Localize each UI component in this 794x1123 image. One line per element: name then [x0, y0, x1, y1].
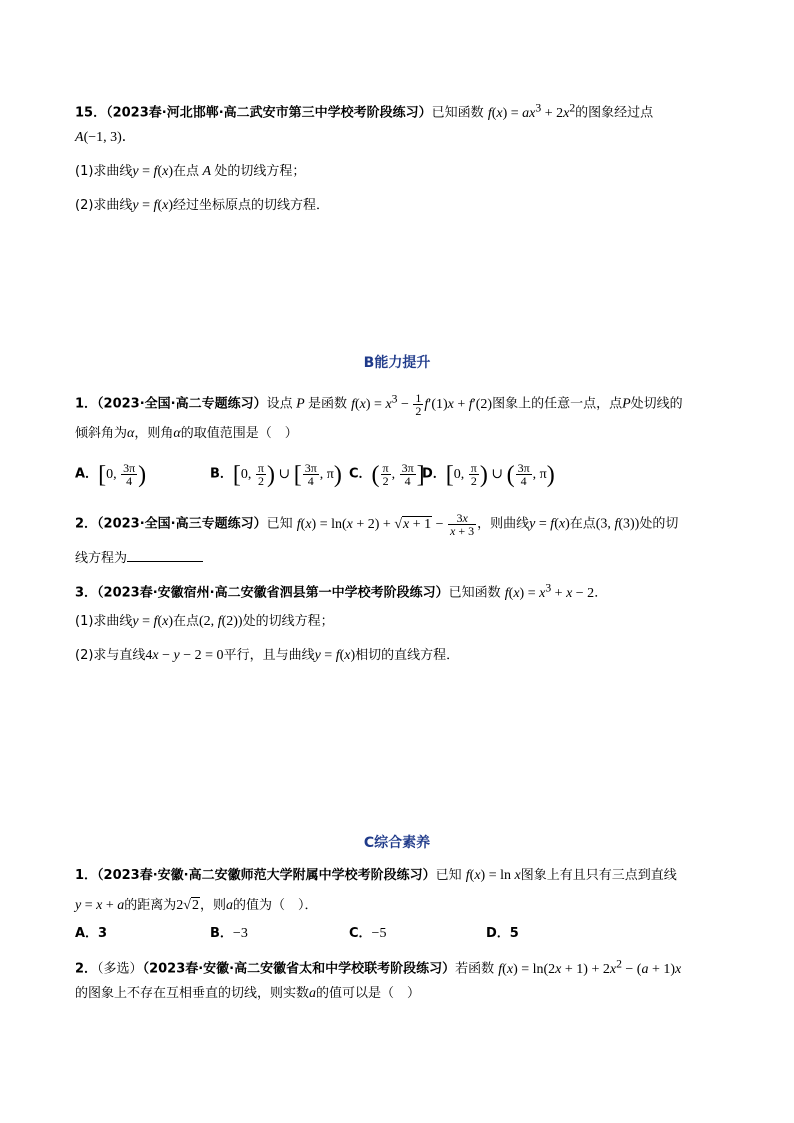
b1-option-b-label: B．	[210, 466, 233, 482]
b1-t3: 图象上的任意一点，点	[492, 396, 623, 412]
c1-option-c-label: C．	[349, 926, 372, 941]
b3-part1-end: 处的切线方程；	[242, 614, 334, 629]
c2-line1	[75, 954, 681, 980]
q15-curve: y = f(x)	[132, 164, 173, 179]
b2-function: f(x) = ln(x + 2) + √x + 1 − $\frac{3x}{x + 3}$	[296, 511, 475, 538]
b1-t4: 处切线的	[630, 396, 683, 412]
b3-part1	[75, 612, 334, 632]
c1-option-c[interactable]	[349, 924, 386, 944]
q15-part1	[75, 162, 305, 182]
section-c-title: C综合素养	[363, 835, 431, 851]
c1-number: 1．	[75, 868, 98, 883]
b1-option-a-value: [0, $\frac{3\pi}{4}$ )	[98, 461, 147, 488]
b3-part2-mid: 平行，且与曲线	[223, 648, 315, 663]
b2-number: 2．	[75, 516, 98, 532]
c2-t1: 若函数	[455, 961, 495, 977]
b1-function: $f(x) = x^3$ − $\frac{1}{2}$ f′(1)x + f′(2)	[351, 390, 493, 418]
b2-source: （2023·全国·高三专题练习）	[97, 516, 267, 532]
c2-line2	[75, 984, 420, 1004]
q15-part1-label: (1)求曲线	[75, 164, 133, 179]
c1-option-b-value: −3	[232, 926, 248, 941]
b3-curve-2: y = f(x)	[314, 648, 356, 663]
b3-source: （2023春·安徽宿州·高二安徽省泗县第一中学校考阶段练习）	[97, 585, 449, 601]
b3-t1: 已知函数	[448, 585, 501, 601]
b3-function: $f(x) = x^3 + x - 2$	[504, 581, 595, 601]
c2-multi: （多选）	[97, 961, 143, 977]
c2-function: $f(x) = \ln(2x + 1) + 2x^2 - (a + 1)x$	[498, 957, 682, 977]
b1-t6: ，则角	[134, 426, 174, 441]
b1-source: （2023·全国·高二专题练习）	[97, 396, 267, 412]
c2-source: （2023春·安徽·高二安徽省太和中学校联考阶段练习）	[142, 961, 456, 977]
q15-part2-end: 经过坐标原点的切线方程．	[173, 198, 330, 213]
b2-point: (3, f(3))	[595, 516, 640, 532]
q15-point-label: A	[199, 164, 215, 179]
q15-part1-mid: 在点	[173, 164, 200, 179]
q15-source: （2023春·河北邯郸·高二武安市第三中学校考阶段练习）	[106, 105, 432, 121]
c1-function: f(x) = ln x	[465, 868, 521, 883]
b1-t2: 是函数	[307, 396, 347, 412]
b1-option-d-label: D．	[422, 466, 446, 482]
b3-part2	[75, 646, 459, 666]
c1-t4: ，则	[199, 898, 226, 913]
c2-t2: 的图象上不存在互相垂直的切线，则实数	[75, 986, 310, 1001]
b1-t7: 的取值范围是（ ）	[180, 426, 298, 441]
c1-line: y = x + a	[75, 898, 125, 913]
c1-t1: 已知	[435, 868, 462, 883]
c1-option-a[interactable]: A．3	[75, 926, 108, 941]
b1-option-b-value: [0, $\frac{\pi}{2}$ ) ∪ [ $\frac{3\pi}{4}$ , π)	[232, 461, 342, 488]
b2-curve: y = f(x)	[529, 516, 570, 532]
c1-option-c-value: −5	[371, 926, 387, 941]
q15-function: $f(x) = ax^3 + 2x^2$	[487, 101, 576, 121]
b1-t1: 设点	[266, 396, 293, 412]
b2-t5: 线方程为	[75, 551, 128, 566]
q15-part2-label: (2)求曲线	[75, 198, 133, 213]
q15-line1	[75, 98, 653, 124]
q15-point: A(−1, 3)．	[75, 130, 136, 145]
b1-option-b[interactable]	[210, 462, 342, 487]
q15-text: 已知函数	[431, 105, 484, 121]
b3-part2-label: (2)求与直线	[75, 648, 146, 663]
b1-option-c-label: C．	[349, 466, 372, 482]
b1-number: 1．	[75, 396, 98, 412]
b2-t3: 在点	[569, 516, 596, 532]
b3-part1-mid: 在点	[173, 614, 200, 629]
b1-point-2: P	[622, 396, 631, 412]
c1-a: a	[225, 898, 233, 913]
b1-alpha: α	[127, 426, 135, 441]
b2-line1	[75, 512, 678, 537]
c2-t3: 的值可以是（ ）	[316, 986, 421, 1001]
b1-option-c-value: ( $\frac{\pi}{2}$ , $\frac{3\pi}{4}$ ]	[371, 461, 425, 488]
c1-option-d[interactable]: D．5	[486, 926, 519, 941]
q15-graph-text: 的图象经过点	[575, 105, 654, 121]
b1-line1	[75, 389, 683, 417]
b1-alpha-2: α	[173, 426, 181, 441]
b2-answer-blank[interactable]	[127, 548, 203, 562]
c1-option-b[interactable]	[210, 924, 248, 944]
b3-part2-end: 相切的直线方程．	[355, 648, 460, 663]
c1-t2: 图象上有且只有三点到直线	[520, 868, 677, 883]
b3-curve: y = f(x)	[132, 614, 173, 629]
b3-line1: 3．（2023春·安徽宿州·高二安徽省泗县第一中学校考阶段练习）已知函数 $f(x) = x^3 + x - 2$．	[75, 581, 608, 601]
q15-part1-end: 处的切线方程；	[214, 164, 306, 179]
b1-option-c[interactable]	[349, 462, 425, 487]
c1-line1	[75, 866, 677, 886]
b1-option-a-label: A．	[75, 466, 99, 482]
b1-line2	[75, 424, 298, 444]
c1-t5: 的值为（ ）．	[232, 898, 318, 913]
b2-line2	[75, 548, 203, 569]
b3-point: (2, f(2))	[199, 614, 243, 629]
c1-line2	[75, 896, 317, 916]
b1-option-a[interactable]	[75, 462, 146, 487]
c1-option-b-label: B．	[210, 926, 233, 941]
b3-line: 4x − y − 2 = 0	[145, 648, 224, 663]
b1-option-d[interactable]	[422, 462, 555, 487]
section-b-title: B能力提升	[363, 355, 431, 371]
q15-curve-2: y = f(x)	[132, 198, 173, 213]
b3-number: 3．	[75, 585, 98, 601]
c2-a: a	[309, 986, 317, 1001]
c1-t3: 的距离为	[124, 898, 177, 913]
b2-t1: 已知	[266, 516, 293, 532]
c2-number: 2．	[75, 961, 98, 977]
b1-t5: 倾斜角为	[75, 426, 128, 441]
b1-point: P	[292, 396, 308, 412]
c1-source: （2023春·安徽·高二安徽师范大学附属中学校考阶段练习）	[97, 868, 436, 883]
q15-part2	[75, 196, 329, 216]
b2-t2: ，则曲线	[477, 516, 530, 532]
q15-number: 15．	[75, 105, 107, 121]
c1-distance: 2√2	[176, 898, 199, 913]
b1-option-d-value: [0, $\frac{\pi}{2}$ ) ∪ ( $\frac{3\pi}{4}$ , π)	[445, 461, 555, 488]
b2-t4: 处的切	[639, 516, 679, 532]
b3-part1-label: (1)求曲线	[75, 614, 133, 629]
